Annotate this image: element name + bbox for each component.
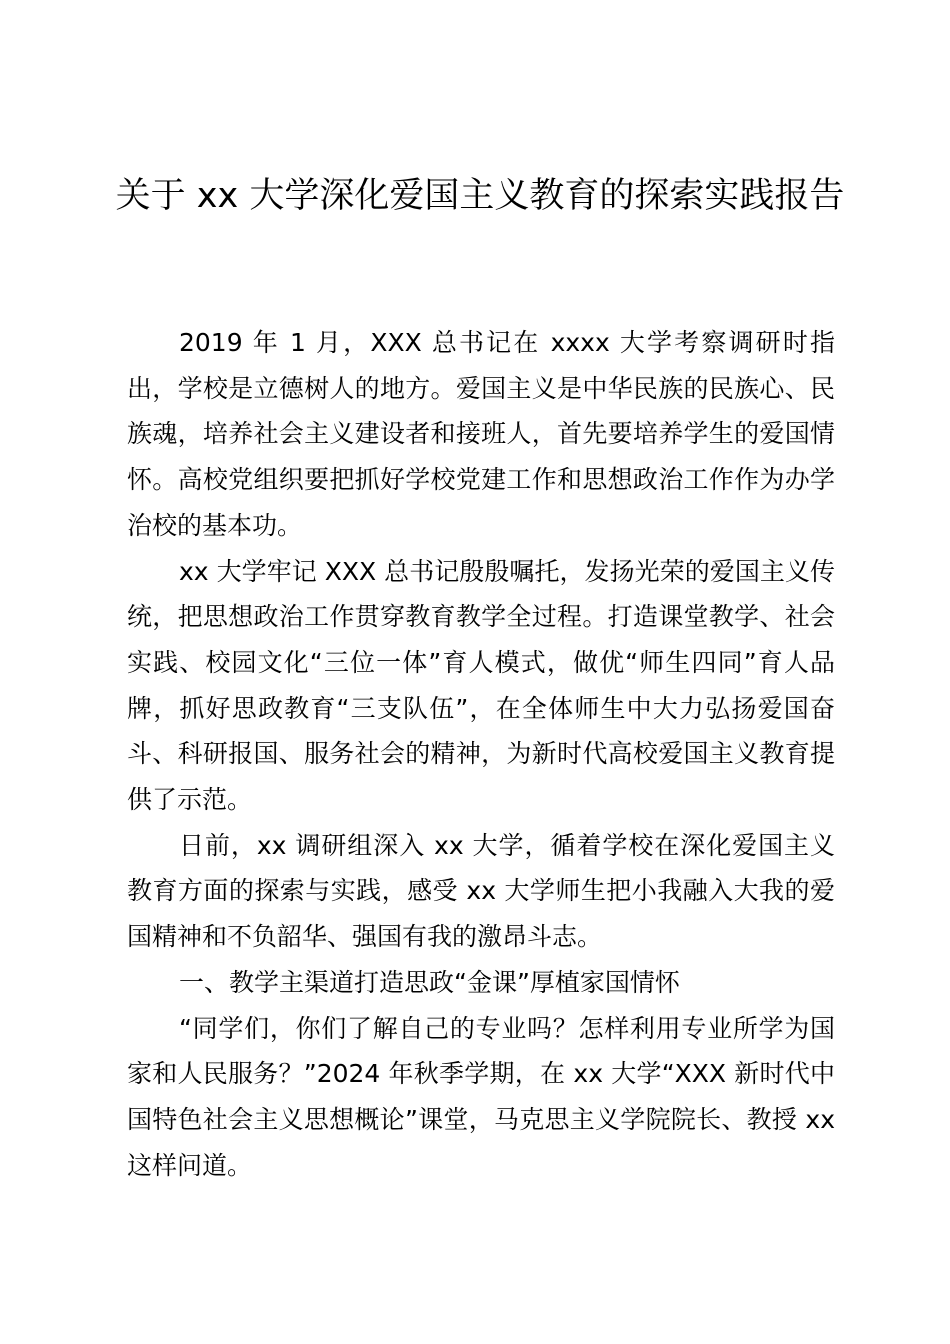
document-title: 关于 xx 大学深化爱国主义教育的探索实践报告	[115, 176, 845, 216]
paragraph-section-one: “同学们，你们了解自己的专业吗？怎样利用专业所学为国家和人民服务？”2024 年秋季学期，在 xx 大学“XXX 新时代中国特色社会主义思想概论”课堂，马克思主义学院院长、教授 xx 这样问道。	[127, 1013, 835, 1180]
document-body	[127, 320, 835, 1188]
paragraph-intro: 2019 年 1 月，XXX 总书记在 xxxx 大学考察调研时指出，学校是立德树人的地方。爱国主义是中华民族的民族心、民族魂，培养社会主义建设者和接班人，首先要培养学生的爱国情怀。高校党组织要把抓好学校党建工作和思想政治工作作为办学治校的基本功。	[127, 328, 835, 540]
paragraph-overview: xx 大学牢记 XXX 总书记殷殷嘱托，发扬光荣的爱国主义传统，把思想政治工作贯穿教育教学全过程。打造课堂教学、社会实践、校园文化“三位一体”育人模式，做优“师生四同”育人品牌，抓好思政教育“三支队伍”，在全体师生中大力弘扬爱国奋斗、科研报国、服务社会的精神，为新时代高校爱国主义教育提供了示范。	[127, 556, 835, 815]
paragraph-research: 日前，xx 调研组深入 xx 大学，循着学校在深化爱国主义教育方面的探索与实践，感受 xx 大学师生把小我融入大我的爱国精神和不负韶华、强国有我的激昂斗志。	[127, 830, 835, 952]
section-heading: 一、教学主渠道打造思政“金课”厚植家国情怀	[179, 967, 680, 997]
